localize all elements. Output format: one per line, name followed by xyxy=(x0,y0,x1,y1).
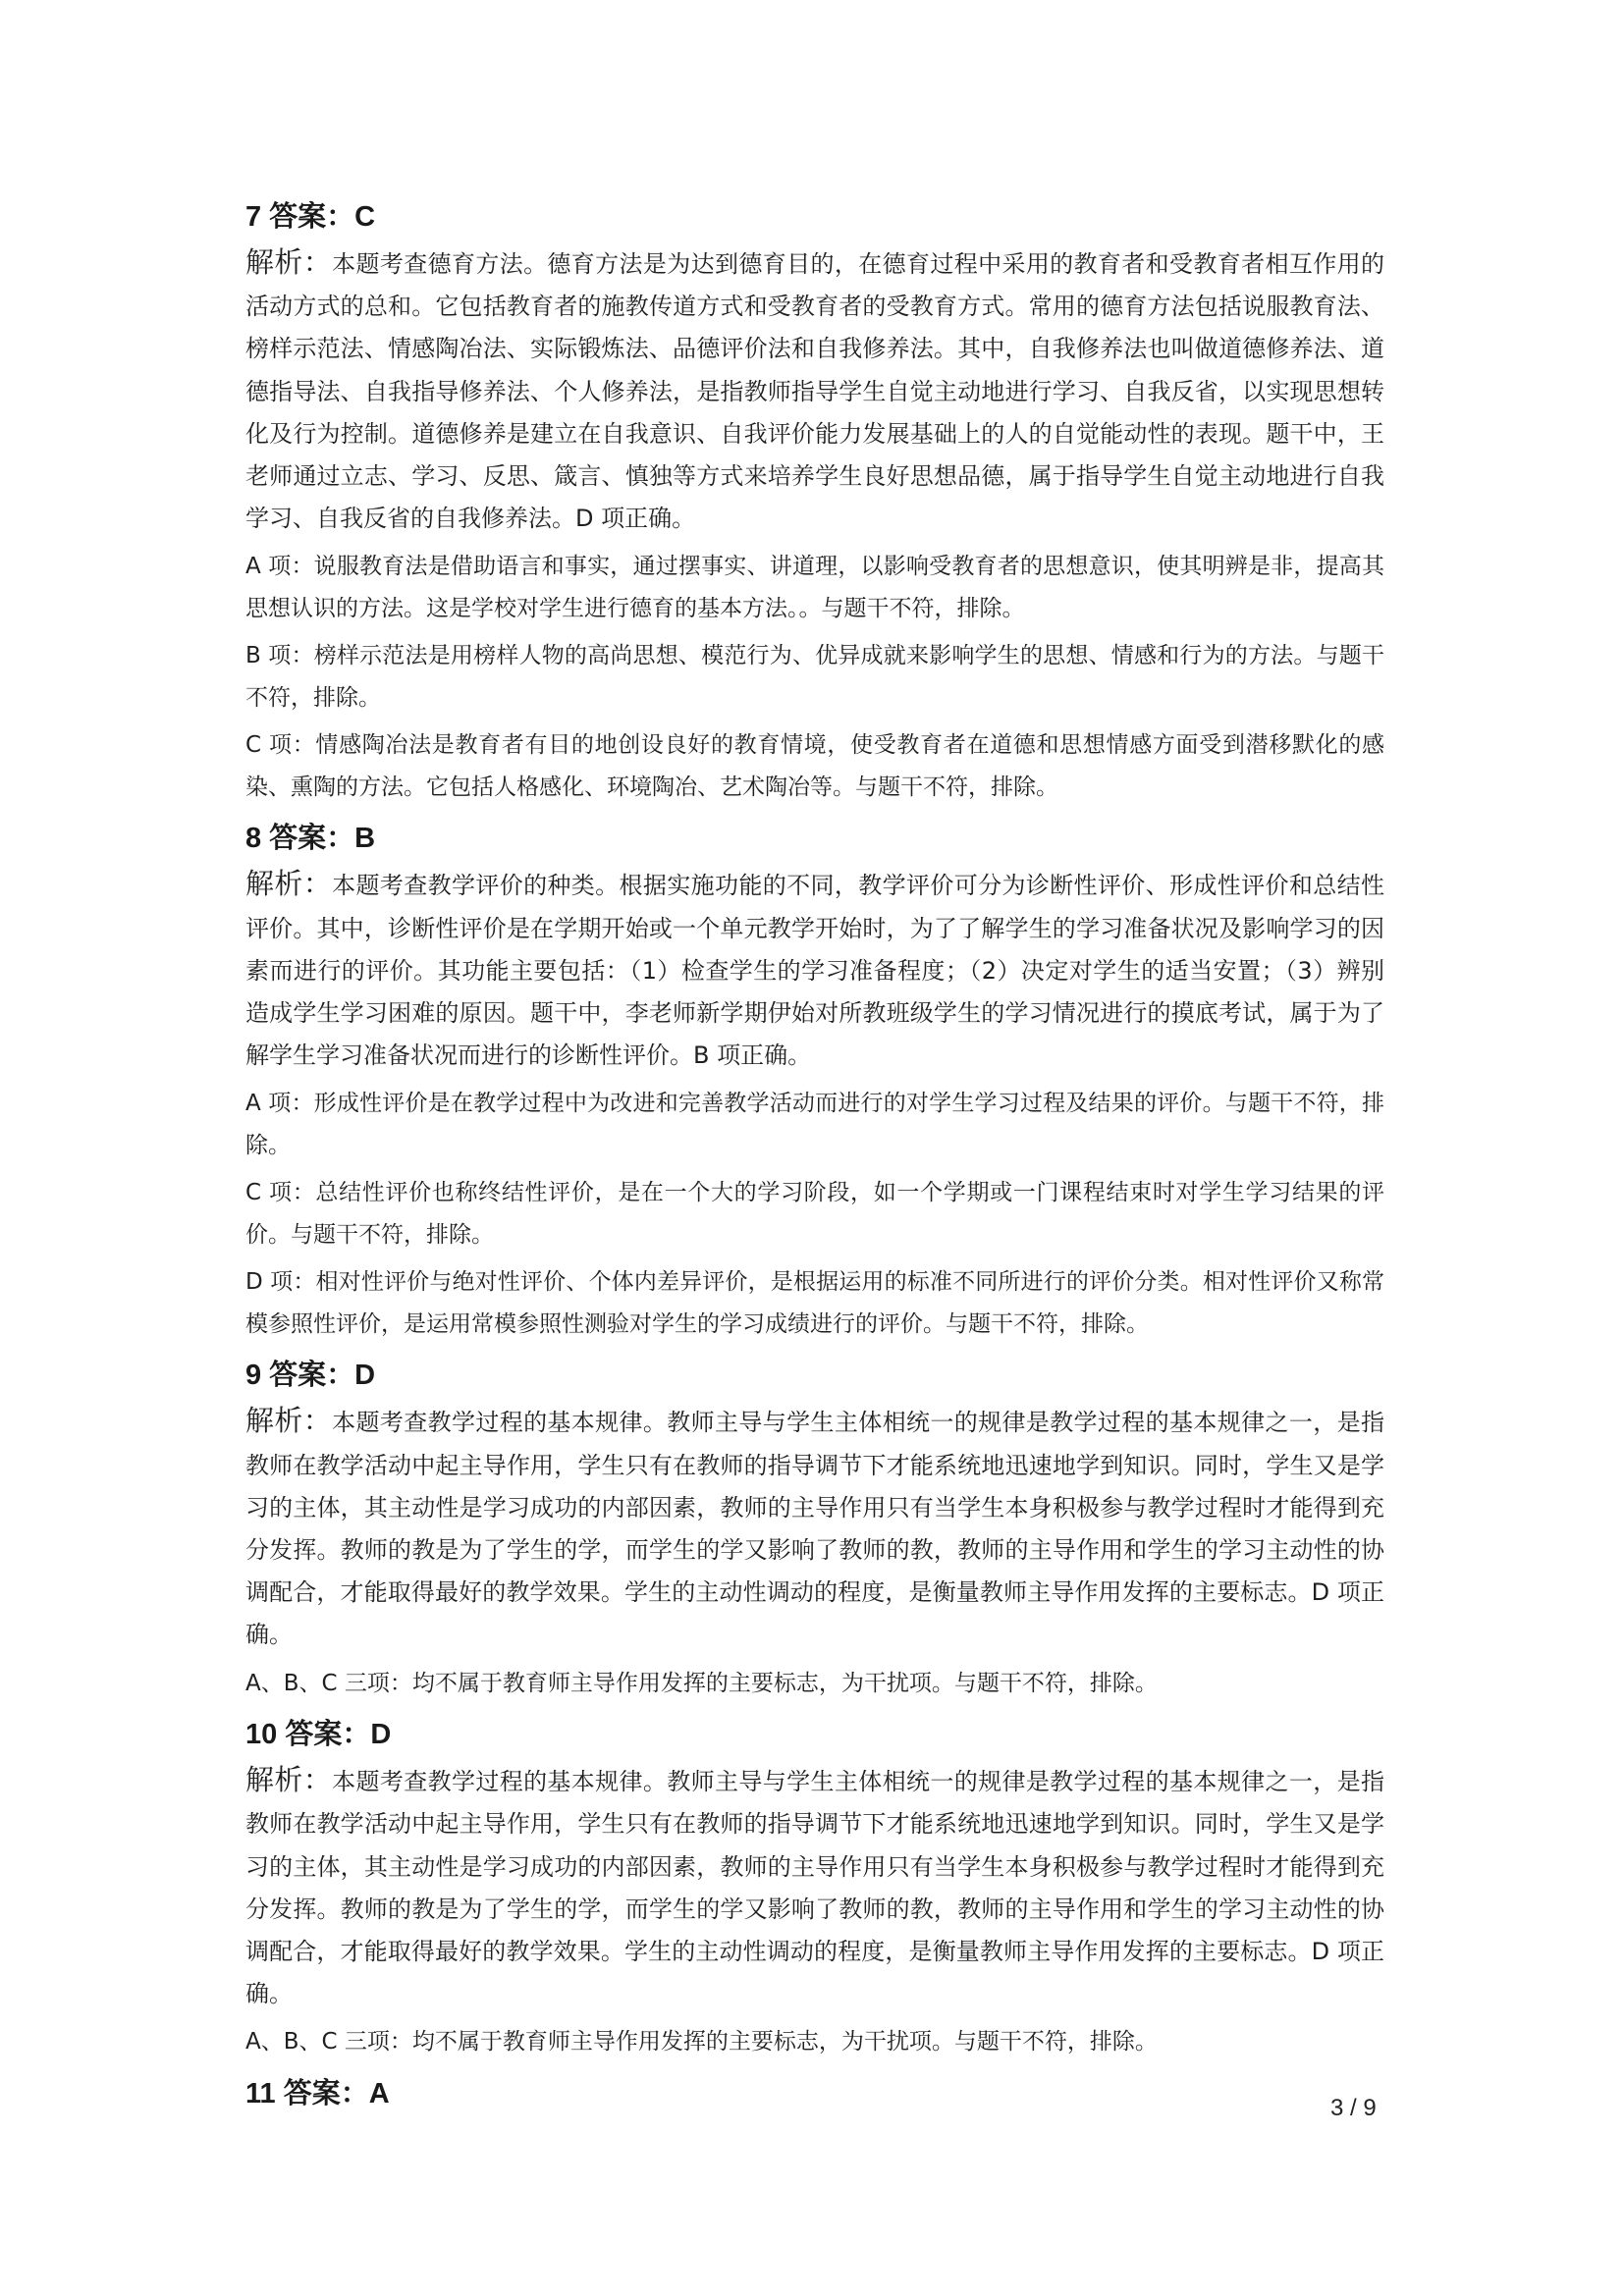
question-9 xyxy=(245,1351,1384,1704)
question-7 xyxy=(245,192,1384,808)
answer-heading: 10 答案：D xyxy=(245,1719,392,1751)
question-10 xyxy=(245,1710,1384,2063)
analysis-paragraph xyxy=(245,1759,1384,2015)
option-explanation: A 项：说服教育法是借助语言和事实，通过摆事实、讲道理，以影响受教育者的思想意识，使其明辨是非，提高其思想认识的方法。这是学校对学生进行德育的基本方法。。与题干不符，排除。 xyxy=(245,554,1384,621)
analysis-label: 解析： xyxy=(245,1763,333,1797)
answer-heading: 11 答案：A xyxy=(245,2077,390,2109)
page-number: 3 / 9 xyxy=(1330,2095,1377,2121)
question-11 xyxy=(245,2069,1384,2118)
analysis-text: 本题考查教学评价的种类。根据实施功能的不同，教学评价可分为诊断性评价、形成性评价和总结性评价。其中，诊断性评价是在学期开始或一个单元教学开始时，为了了解学生的学习准备状况及影响学习的因素而进行的评价。其功能主要包括：（1）检查学生的学习准备程度；（2）决定对学生的适当安置；（3）辨别造成学生学习困难的原因。题干中，李老师新学期伊始对所教班级学生的学习情况进行的摸底考试，属于为了解学生学习准备状况而进行的诊断性评价。B 项正确。 xyxy=(245,872,1384,1070)
analysis-text: 本题考查教学过程的基本规律。教师主导与学生主体相统一的规律是教学过程的基本规律之一，是指教师在教学活动中起主导作用，学生只有在教师的指导调节下才能系统地迅速地学到知识。同时，学生又是学习的主体，其主动性是学习成功的内部因素，教师的主导作用只有当学生本身积极参与教学过程时才能得到充分发挥。教师的教是为了学生的学，而学生的学又影响了教师的教，教师的主导作用和学生的学习主动性的协调配合，才能取得最好的教学效果。学生的主动性调动的程度，是衡量教师主导作用发挥的主要标志。D 项正确。 xyxy=(245,1768,1384,2008)
answer-heading: 8 答案：B xyxy=(245,823,376,855)
option-explanation: C 项：总结性评价也称终结性评价，是在一个大的学习阶段，如一个学期或一门课程结束时对学生学习结果的评价。与题干不符，排除。 xyxy=(245,1180,1384,1248)
question-8 xyxy=(245,814,1384,1345)
option-explanation: D 项：相对性评价与绝对性评价、个体内差异评价，是根据运用的标准不同所进行的评价分类。相对性评价又称常模参照性评价，是运用常模参照性测验对学生的学习成绩进行的评价。与题干不符，排除。 xyxy=(245,1269,1384,1337)
option-explanation: A、B、C 三项：均不属于教育师主导作用发挥的主要标志，为干扰项。与题干不符，排除。 xyxy=(245,1670,1158,1696)
analysis-text: 本题考查教学过程的基本规律。教师主导与学生主体相统一的规律是教学过程的基本规律之一，是指教师在教学活动中起主导作用，学生只有在教师的指导调节下才能系统地迅速地学到知识。同时，学生又是学习的主体，其主动性是学习成功的内部因素，教师的主导作用只有当学生本身积极参与教学过程时才能得到充分发挥。教师的教是为了学生的学，而学生的学又影响了教师的教，教师的主导作用和学生的学习主动性的协调配合，才能取得最好的教学效果。学生的主动性调动的程度，是衡量教师主导作用发挥的主要标志。D 项正确。 xyxy=(245,1409,1384,1649)
analysis-paragraph xyxy=(245,1400,1384,1656)
analysis-paragraph xyxy=(245,863,1384,1077)
option-explanation: B 项：榜样示范法是用榜样人物的高尚思想、模范行为、优异成就来影响学生的思想、情感和行为的方法。与题干不符，排除。 xyxy=(245,643,1384,711)
analysis-label: 解析： xyxy=(245,867,333,901)
answer-heading: 9 答案：D xyxy=(245,1360,376,1392)
analysis-label: 解析： xyxy=(245,245,333,279)
answer-document xyxy=(245,192,1384,2118)
answer-heading: 7 答案：C xyxy=(245,201,376,233)
option-explanation: A、B、C 三项：均不属于教育师主导作用发挥的主要标志，为干扰项。与题干不符，排除。 xyxy=(245,2029,1158,2056)
option-explanation: A 项：形成性评价是在教学过程中为改进和完善教学活动而进行的对学生学习过程及结果的评价。与题干不符，排除。 xyxy=(245,1091,1384,1158)
analysis-label: 解析： xyxy=(245,1404,333,1438)
analysis-paragraph xyxy=(245,241,1384,540)
analysis-text: 本题考查德育方法。德育方法是为达到德育目的，在德育过程中采用的教育者和受教育者相互作用的活动方式的总和。它包括教育者的施教传道方式和受教育者的受教育方式。常用的德育方法包括说服教育法、榜样示范法、情感陶冶法、实际锻炼法、品德评价法和自我修养法。其中，自我修养法也叫做道德修养法、道德指导法、自我指导修养法、个人修养法，是指教师指导学生自觉主动地进行学习、自我反省，以实现思想转化及行为控制。道德修养是建立在自我意识、自我评价能力发展基础上的人的自觉能动性的表现。题干中，王老师通过立志、学习、反思、箴言、慎独等方式来培养学生良好思想品德，属于指导学生自觉主动地进行自我学习、自我反省的自我修养法。D 项正确。 xyxy=(245,250,1384,533)
option-explanation: C 项：情感陶冶法是教育者有目的地创设良好的教育情境，使受教育者在道德和思想情感方面受到潜移默化的感染、熏陶的方法。它包括人格感化、环境陶冶、艺术陶冶等。与题干不符，排除。 xyxy=(245,732,1384,800)
